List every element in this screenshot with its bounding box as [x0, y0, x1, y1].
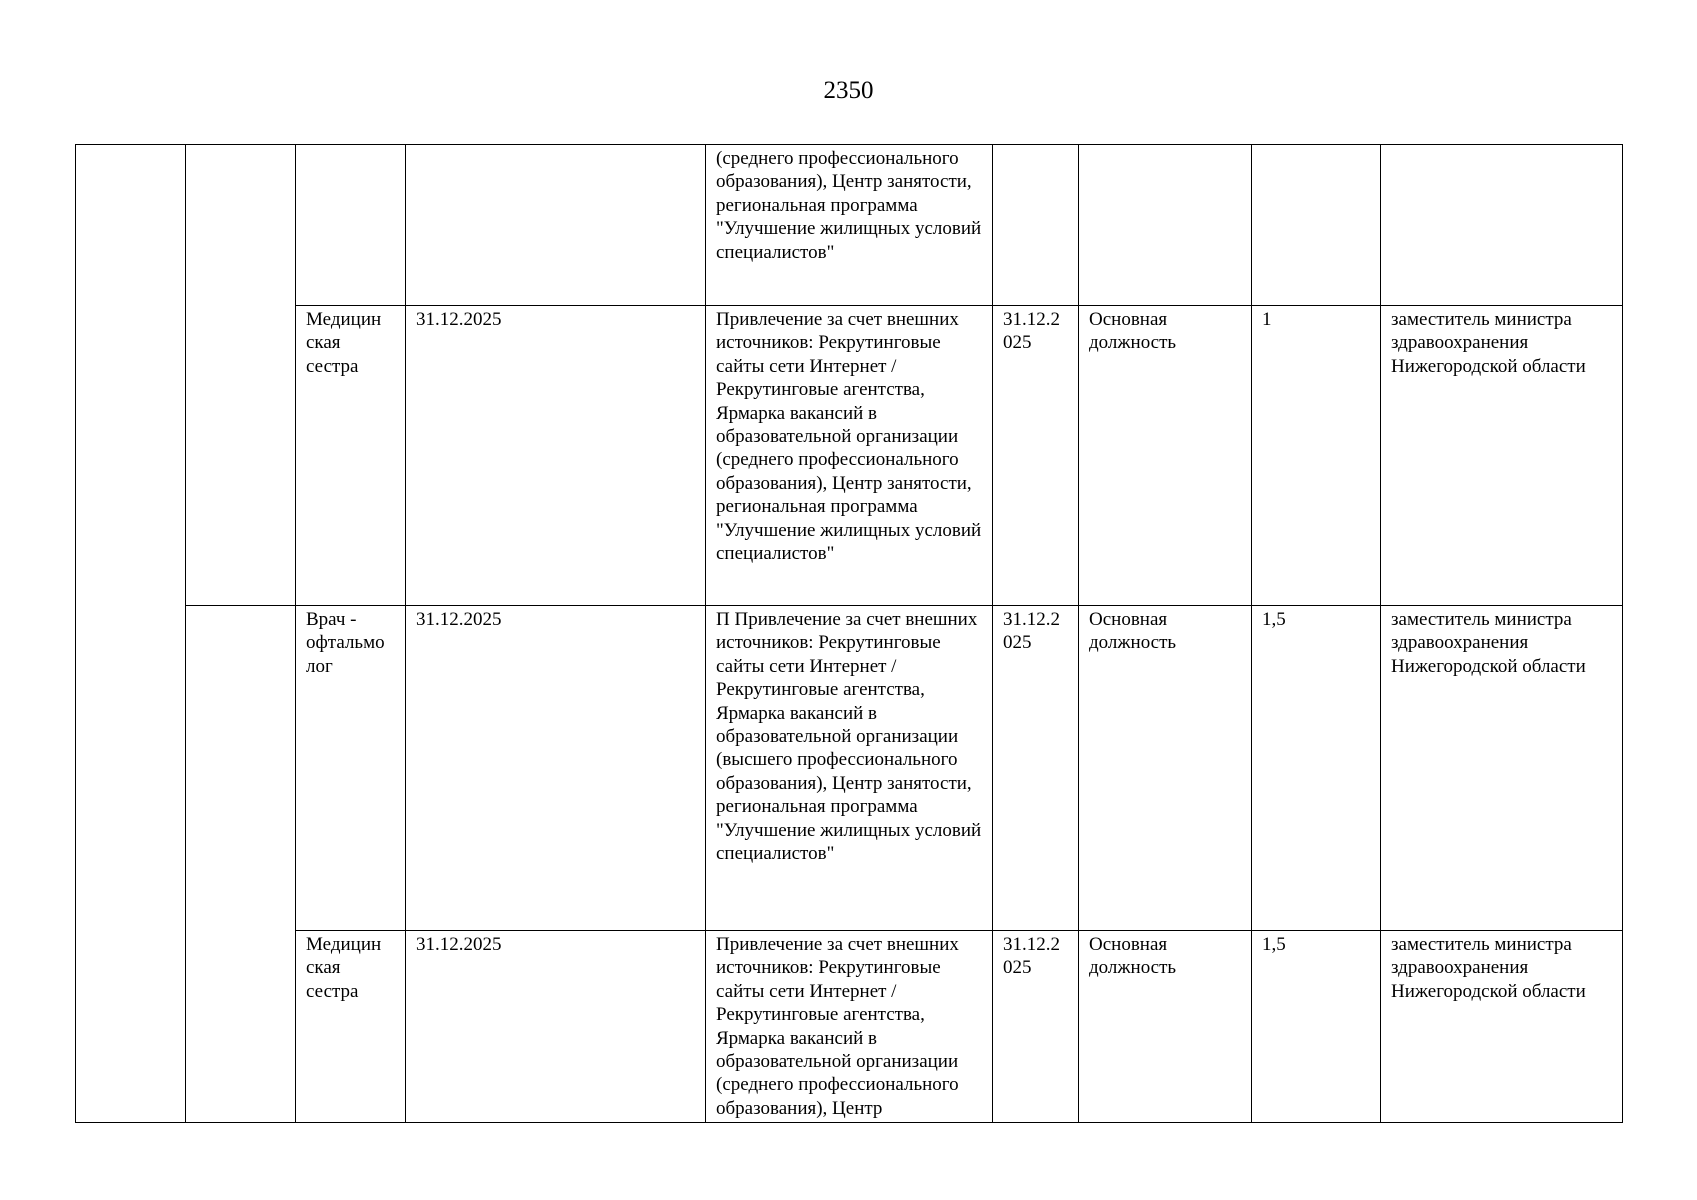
cell-position: Врач - офтальмо лог [296, 606, 406, 931]
cell-blank-col1 [76, 145, 186, 1123]
cell-measures: Привлечение за счет внешних источников: Рекрутинговые сайты сети Интернет / Рекрутинговые агентства, Ярмарка вакансий в образовательной организации (среднего профессионального образования), Центр занятости, региональная программа "Улучшение жилищных условий специалистов" [706, 306, 993, 606]
cell-position-type: Основная должность [1079, 606, 1252, 931]
cell-responsible: заместитель министра здравоохранения Нижегородской области [1381, 306, 1623, 606]
cell-date: 31.12.2025 [406, 306, 706, 606]
cell-position: Медицин ская сестра [296, 306, 406, 606]
cell-rate: 1,5 [1252, 606, 1381, 931]
cell-position-type [1079, 145, 1252, 306]
cell-responsible: заместитель министра здравоохранения Нижегородской области [1381, 606, 1623, 931]
cell-position [296, 145, 406, 306]
page-number: 2350 [823, 77, 874, 104]
table-row [76, 306, 1623, 606]
cell-measures: П Привлечение за счет внешних источников: Рекрутинговые сайты сети Интернет / Рекрутинговые агентства, Ярмарка вакансий в образовательной организации (высшего профессионального образования), Центр занятости, региональная программа "Улучшение жилищных условий специалистов" [706, 606, 993, 931]
cell-deadline: 31.12.2 025 [993, 306, 1079, 606]
table-row [76, 145, 1623, 306]
staffing-table [75, 144, 1623, 1123]
cell-position-type: Основная должность [1079, 306, 1252, 606]
cell-position-type: Основная должность [1079, 931, 1252, 1123]
cell-measures: Привлечение за счет внешних источников: Рекрутинговые сайты сети Интернет / Рекрутинговые агентства, Ярмарка вакансий в образовательной организации (среднего профессионального образования), Центр [706, 931, 993, 1123]
cell-responsible [1381, 145, 1623, 306]
cell-date [406, 145, 706, 306]
cell-date: 31.12.2025 [406, 931, 706, 1123]
cell-blank-col2 [186, 606, 296, 1123]
cell-rate: 1 [1252, 306, 1381, 606]
cell-rate: 1,5 [1252, 931, 1381, 1123]
cell-position: Медицин ская сестра [296, 931, 406, 1123]
cell-deadline [993, 145, 1079, 306]
table-row [76, 606, 1623, 931]
cell-deadline: 31.12.2 025 [993, 931, 1079, 1123]
cell-date: 31.12.2025 [406, 606, 706, 931]
cell-responsible: заместитель министра здравоохранения Нижегородской области [1381, 931, 1623, 1123]
cell-measures: (среднего профессионального образования), Центр занятости, региональная программа "Улучшение жилищных условий специалистов" [706, 145, 993, 306]
table-row [76, 931, 1623, 1123]
cell-deadline: 31.12.2 025 [993, 606, 1079, 931]
cell-blank-col2 [186, 145, 296, 606]
cell-rate [1252, 145, 1381, 306]
